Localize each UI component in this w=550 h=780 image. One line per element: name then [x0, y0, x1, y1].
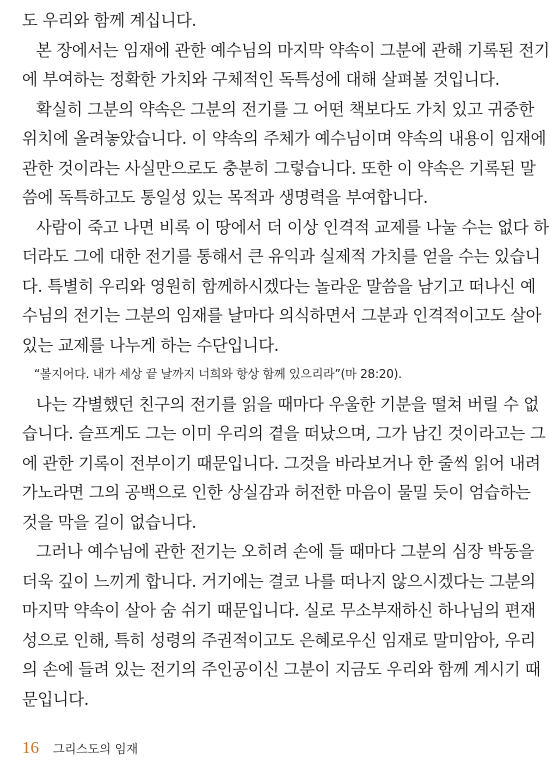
text-line: 더라도 그에 대한 전기를 통해서 큰 유익과 실제적 가치를 얻을 수는 있습니 — [22, 247, 541, 266]
text-line: 확실히 그분의 약속은 그분의 전기를 그 어떤 책보다도 가치 있고 귀중한 — [36, 99, 535, 119]
text-line: 문입니다. — [22, 689, 89, 709]
text-line: 더욱 깊이 느끼게 합니다. 거기에는 결코 나를 떠나지 않으시겠다는 그분의 — [22, 571, 536, 591]
text-line: 위치에 올려놓았습니다. 이 약속의 주체가 예수님이며 약속의 내용이 임재에 — [22, 129, 547, 148]
text-line: 있는 교제를 나누게 하는 수단입니다. — [22, 335, 279, 355]
running-title: 그리스도의 임재 — [53, 742, 138, 756]
text-line: 도 우리와 함께 계십니다. — [22, 11, 197, 30]
page-number: 16 — [22, 738, 39, 757]
text-line: 의 손에 들려 있는 전기의 주인공이신 그분이 지금도 우리와 함께 계시기 때 — [22, 660, 541, 679]
text-line: 가노라면 그의 공백으로 인한 상실감과 허전한 마음이 물밀 듯이 엄습하는 — [22, 483, 531, 502]
text-line: 마지막 약속이 살아 숨 쉬기 때문입니다. 실로 무소부재하신 하나님의 편재 — [22, 601, 536, 620]
body-text — [22, 6, 550, 714]
text-line: 본 장에서는 임재에 관한 예수님의 마지막 약속이 그분에 관해 기록된 전기 — [36, 40, 550, 60]
text-line: 나는 각별했던 친구의 전기를 읽을 때마다 우울한 기분을 떨쳐 버릴 수 없 — [36, 394, 540, 414]
scripture-quote: “볼지어다. 내가 세상 끝 날까지 너희와 항상 함께 있으리라”(마 28:20). — [34, 367, 402, 381]
text-line: 에 관한 기록이 전부이기 때문입니다. 그것을 바라보거나 한 줄씩 읽어 내려 — [22, 453, 541, 473]
text-line: 관한 것이라는 사실만으로도 충분히 그렇습니다. 또한 이 약속은 기록된 말 — [22, 158, 536, 178]
text-line: 씀에 독특하고도 통일성 있는 목적과 생명력을 부여합니다. — [22, 188, 428, 207]
text-line: 성으로 인해, 특히 성령의 주권적이고도 은혜로우신 임재로 말미암아, 우리 — [22, 630, 536, 650]
text-line: 습니다. 슬프게도 그는 이미 우리의 곁을 떠났으며, 그가 남긴 것이라고는 그 — [22, 424, 546, 443]
text-line: 다. 특별히 우리와 영원히 함께하시겠다는 놀라운 말씀을 남기고 떠나신 예 — [22, 276, 536, 296]
text-line: 에 부여하는 정확한 가치와 구체적인 독특성에 대해 살펴볼 것입니다. — [22, 70, 500, 89]
text-line: 것을 막을 길이 없습니다. — [22, 512, 197, 532]
text-line: 수님의 전기는 그분의 임재를 날마다 의식하면서 그분과 인격적이고도 살아 — [22, 306, 542, 325]
page-footer — [22, 738, 138, 758]
text-line: 그러나 예수님에 관한 전기는 오히려 손에 들 때마다 그분의 심장 박동을 — [36, 542, 535, 561]
text-line: 사람이 죽고 나면 비록 이 땅에서 더 이상 인격적 교제를 나눌 수는 없다 하 — [36, 217, 549, 237]
